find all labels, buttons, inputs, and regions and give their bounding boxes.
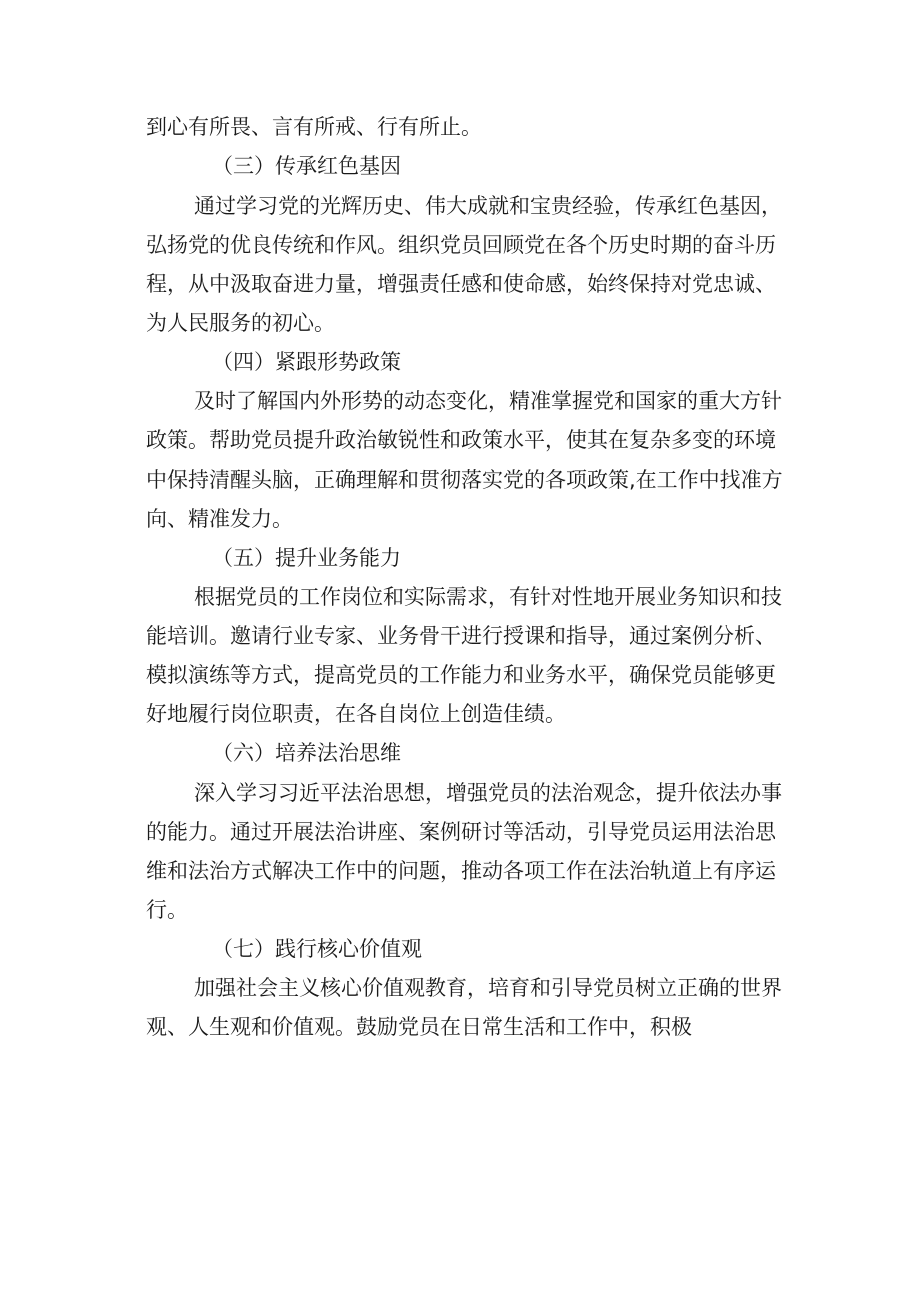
section-heading-6: （六）培养法治思维: [212, 741, 401, 765]
section-heading-7: （七）践行核心价值观: [212, 937, 422, 961]
text-line: 向、精准发力。: [146, 507, 293, 531]
text-line: 深入学习习近平法治思想，增强党员的法治观念，提升依法办事: [194, 781, 782, 805]
text-line: 弘扬党的优良传统和作风。组织党员回顾党在各个历史时期的奋斗历: [146, 233, 776, 257]
text-line: 通过学习党的光辉历史、伟大成就和宝贵经验，传承红色基因，: [194, 194, 782, 218]
text-line: 中保持清醒头脑，正确理解和贯彻落实党的各项政策,在工作中找准方: [146, 468, 783, 492]
text-line: 维和法治方式解决工作中的问题，推动各项工作在法治轨道上有序运: [146, 859, 776, 883]
text-line: 好地履行岗位职责，在各自岗位上创造佳绩。: [146, 702, 566, 726]
text-line: 行。: [146, 898, 188, 922]
text-line: 根据党员的工作岗位和实际需求，有针对性地开展业务知识和技: [194, 585, 782, 609]
text-line: 为人民服务的初心。: [146, 311, 335, 335]
text-line: 到心有所畏、言有所戒、行有所止。: [146, 115, 482, 139]
section-heading-4: （四）紧跟形势政策: [212, 350, 401, 374]
text-line: 模拟演练等方式，提高党员的工作能力和业务水平，确保党员能够更: [146, 663, 776, 687]
text-line: 观、人生观和价值观。鼓励党员在日常生活和工作中，积极: [146, 1015, 692, 1039]
text-line: 能培训。邀请行业专家、业务骨干进行授课和指导，通过案例分析、: [146, 624, 776, 648]
section-heading-3: （三）传承红色基因: [212, 154, 401, 178]
text-line: 的能力。通过开展法治讲座、案例研讨等活动，引导党员运用法治思: [146, 820, 776, 844]
text-line: 及时了解国内外形势的动态变化，精准掌握党和国家的重大方针: [194, 389, 782, 413]
text-line: 加强社会主义核心价值观教育，培育和引导党员树立正确的世界: [194, 976, 782, 1000]
text-line: 政策。帮助党员提升政治敏锐性和政策水平，使其在复杂多变的环境: [146, 428, 776, 452]
text-line: 程，从中汲取奋进力量，增强责任感和使命感，始终保持对党忠诚、: [146, 272, 776, 296]
section-heading-5: （五）提升业务能力: [212, 546, 401, 570]
